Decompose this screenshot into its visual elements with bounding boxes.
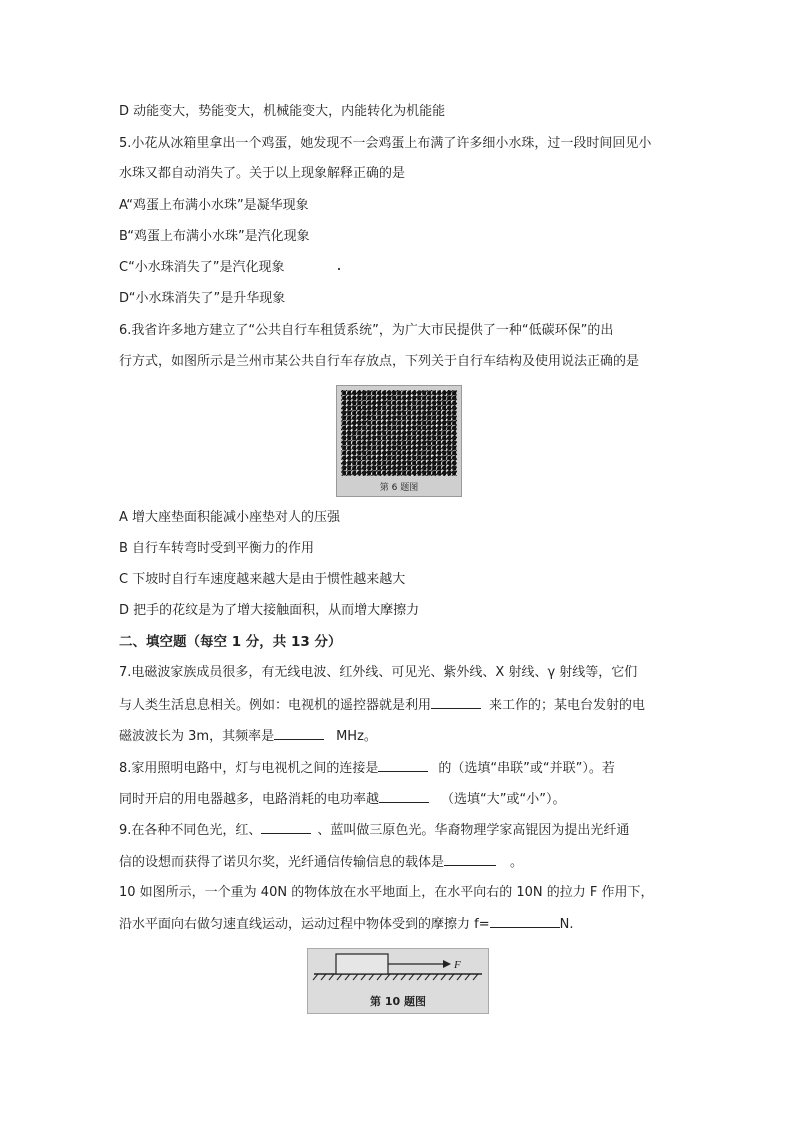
question-9-text-d: 。 <box>510 855 524 870</box>
option-5-prev-d: D 动能变大，势能变大，机械能变大，内能转化为机能能 <box>119 104 446 119</box>
bicycle-station-image <box>341 390 457 476</box>
question-10-line2 <box>119 915 573 934</box>
question-6-option-d: D 把手的花纹是为了增大接触面积，从而增大摩擦力 <box>119 603 420 618</box>
question-6-option-a: A 增大座垫面积能减小座垫对人的压强 <box>119 510 341 525</box>
question-5-option-b: B“鸡蛋上布满小水珠”是汽化现象 <box>119 229 310 244</box>
answer-blank[interactable] <box>261 821 311 834</box>
question-8-text-a: 8.家用照明电路中，灯与电视机之间的连接是 <box>119 761 379 776</box>
force-arrow-head <box>443 960 451 968</box>
force-label: F <box>454 959 461 971</box>
section-heading-fill-in: 二、填空题（每空 1 分，共 13 分） <box>119 634 342 650</box>
figure-10-caption: 第 10 题图 <box>370 995 426 1008</box>
question-7-line1: 7.电磁波家族成员很多，有无线电波、红外线、可见光、紫外线、X 射线、γ 射线等，它们 <box>119 665 638 680</box>
question-6-option-b: B 自行车转弯时受到平衡力的作用 <box>119 541 315 556</box>
question-5-line2: 水珠又都自动消失了。关于以上现象解释正确的是 <box>119 166 406 181</box>
question-7-line2 <box>119 696 645 715</box>
answer-blank[interactable] <box>274 727 324 740</box>
question-8-text-c: 同时开启的用电器越多，电路消耗的电功率越 <box>119 792 380 807</box>
question-6-line2: 行方式，如图所示是兰州市某公共自行车存放点，下列关于自行车结构及使用说法正确的是 <box>119 354 640 369</box>
question-8-text-b: 的（选填“串联”或“并联”）。若 <box>438 761 615 776</box>
question-9-text-b: 、蓝叫做三原色光。华裔物理学家高锟因为提出光纤通 <box>317 823 630 838</box>
question-7-line3 <box>119 727 377 746</box>
question-10-text-a: 沿水平面向右做匀速直线运动，运动过程中物体受到的摩擦力 f= <box>119 917 490 932</box>
question-8-line2 <box>119 790 565 809</box>
question-10-text-b: N. <box>559 917 574 932</box>
question-7-text-a: 与人类生活息息相关。例如：电视机的遥控器就是利用 <box>119 698 432 713</box>
question-9-text-a: 9.在各种不同色光，红、 <box>119 823 262 838</box>
figure-6-caption: 第 6 题图 <box>379 483 419 493</box>
question-9-text-c: 信的设想而获得了诺贝尔奖，光纤通信传输信息的载体是 <box>119 855 445 870</box>
question-8-text-d: （选填“大”或“小”）。 <box>441 792 566 807</box>
question-8-line1 <box>119 759 615 778</box>
figure-6-bicycle-photo <box>336 385 462 497</box>
question-5-option-a: A“鸡蛋上布满小水珠”是凝华现象 <box>119 198 309 213</box>
question-5-option-d: D“小水珠消失了”是升华现象 <box>119 291 286 306</box>
answer-blank[interactable] <box>490 915 560 928</box>
answer-blank[interactable] <box>378 759 428 772</box>
question-6-option-c: C 下坡时自行车速度越来越大是由于惯性越来越大 <box>119 572 406 587</box>
question-6-line1: 6.我省许多地方建立了“公共自行车租赁系统”，为广大市民提供了一种“低碳环保”的出 <box>119 323 614 338</box>
block-object <box>336 954 388 974</box>
figure-10-block-diagram <box>307 948 489 1014</box>
question-5-line1: 5.小花从冰箱里拿出一个鸡蛋，她发现不一会鸡蛋上布满了许多细小水珠，过一段时间回见小 <box>119 136 652 151</box>
question-7-text-d: MHz。 <box>336 729 377 744</box>
stray-dot <box>338 268 340 270</box>
question-10-line1: 10 如图所示，一个重为 40N 的物体放在水平地面上，在水平向右的 10N 的拉力 F 作用下， <box>119 885 654 900</box>
answer-blank[interactable] <box>444 853 496 866</box>
answer-blank[interactable] <box>431 696 481 709</box>
answer-blank[interactable] <box>379 790 429 803</box>
ground-hatching <box>313 974 478 980</box>
question-7-text-b: 来工作的；某电台发射的电 <box>489 698 646 713</box>
question-7-text-c: 磁波波长为 3m，其频率是 <box>119 729 275 744</box>
question-5-option-c: C“小水珠消失了”是汽化现象 <box>119 260 285 275</box>
question-9-line1 <box>119 821 629 840</box>
question-9-line2 <box>119 853 523 872</box>
